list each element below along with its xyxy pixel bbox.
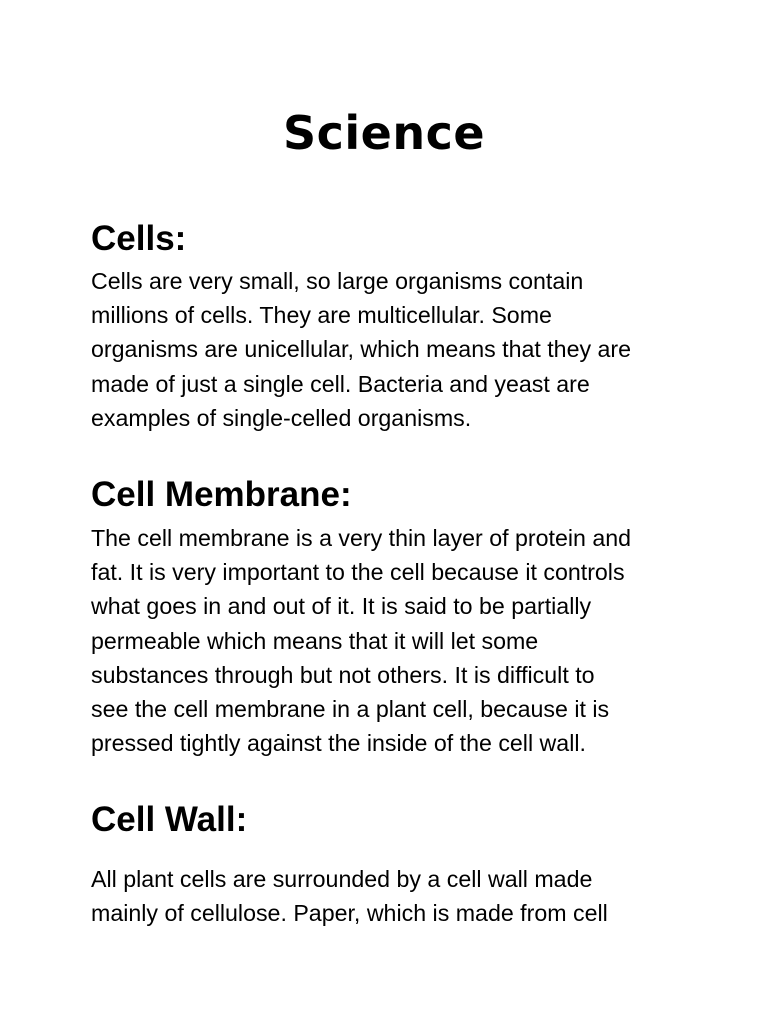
text-line: mainly of cellulose. Paper, which is made from cell — [91, 900, 608, 927]
text-line: examples of single-celled organisms. — [91, 404, 472, 431]
section-heading-cell-membrane: Cell Membrane: — [91, 475, 352, 514]
section-heading-cell-wall: Cell Wall: — [91, 800, 248, 839]
text-line: Cells are very small, so large organisms contain — [91, 268, 584, 294]
text-line: substances through but not others. It is difficult to — [91, 661, 595, 688]
section-body-cell-wall — [91, 862, 691, 930]
text-line: organisms are unicellular, which means that they are — [91, 336, 632, 363]
text-line: fat. It is very important to the cell because it controls — [91, 559, 625, 586]
text-line: The cell membrane is a very thin layer of protein and — [91, 525, 632, 551]
text-line: see the cell membrane in a plant cell, because it is — [91, 696, 610, 723]
section-body-cells — [91, 264, 691, 435]
text-line: All plant cells are surrounded by a cell wall made — [91, 866, 593, 892]
section-body-cell-membrane — [91, 521, 691, 760]
section-heading-cells: Cells: — [91, 219, 187, 258]
text-line: made of just a single cell. Bacteria and yeast are — [91, 370, 590, 397]
page-title: Science — [282, 106, 486, 160]
text-line: pressed tightly against the inside of the cell wall. — [91, 730, 586, 757]
text-line: millions of cells. They are multicellular. Some — [91, 302, 552, 329]
text-line: permeable which means that it will let some — [91, 627, 539, 654]
text-line: what goes in and out of it. It is said to be partially — [91, 593, 592, 620]
